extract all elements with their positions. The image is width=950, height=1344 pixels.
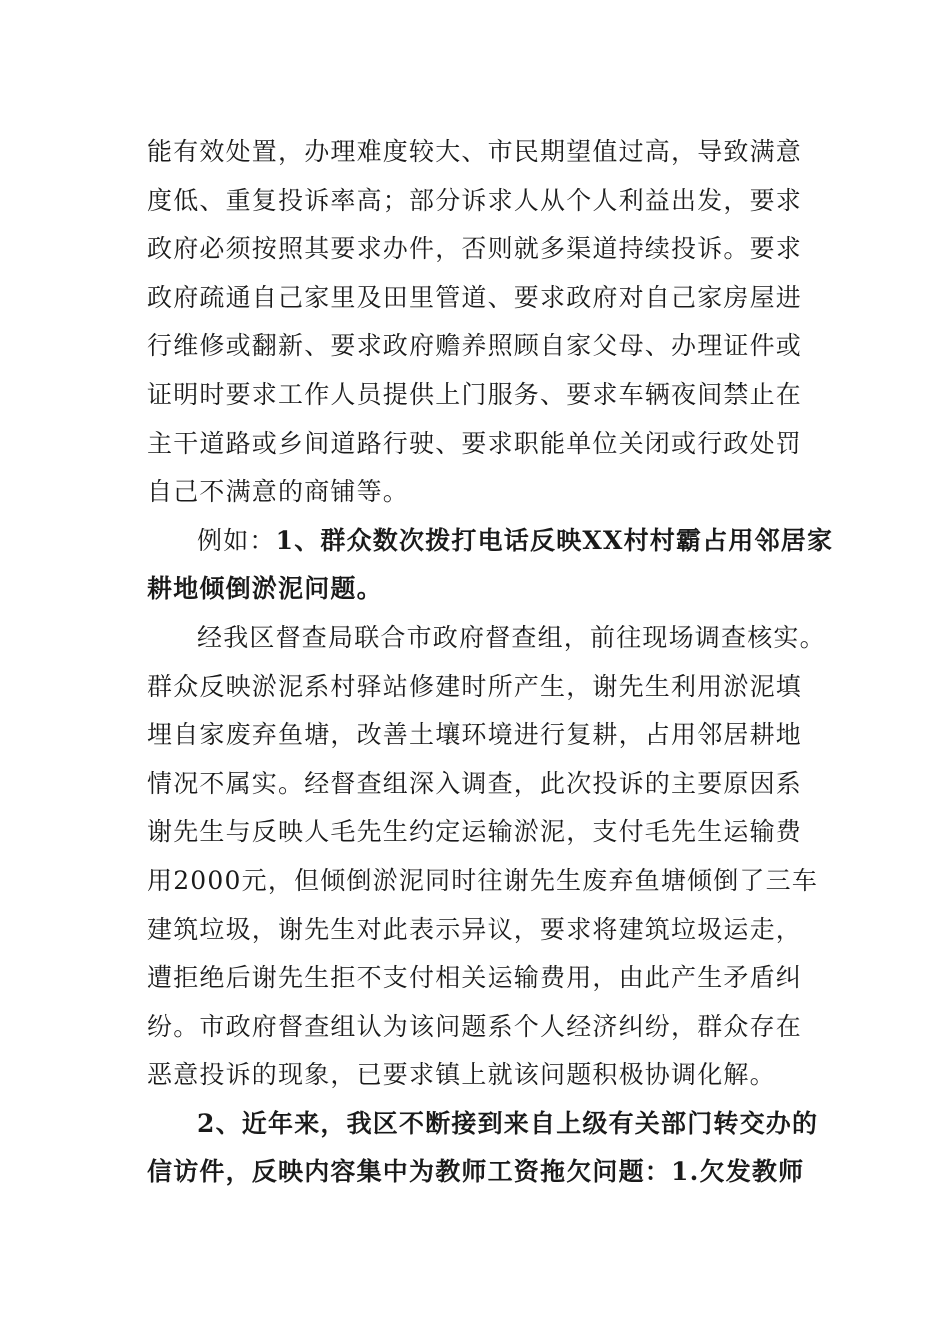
text-line [147, 517, 834, 566]
text-line: 2、近年来，我区不断接到来自上级有关部门转交办的 [197, 1108, 819, 1138]
text-line: 行维修或翻新、要求政府赡养照顾自家父母、办理证件或 [147, 331, 803, 361]
paragraph-investigation [147, 614, 826, 1100]
example-1-title: 1、群众数次拨打电话反映XX村村霸占用邻居家 [275, 525, 834, 555]
text-line: 证明时要求工作人员提供上门服务、要求车辆夜间禁止在 [147, 379, 803, 409]
example-label: 例如： [197, 525, 276, 555]
text-line: 建筑垃圾，谢先生对此表示异议，要求将建筑垃圾运走， [147, 914, 803, 944]
text-line: 纷。市政府督查组认为该问题系个人经济纠纷，群众存在 [147, 1011, 803, 1041]
text-line: 政府疏通自己家里及田里管道、要求政府对自己家房屋进 [147, 282, 803, 312]
paragraph-complaints [147, 128, 807, 517]
text-line: 自己不满意的商铺等。 [147, 477, 410, 507]
document-body [147, 128, 834, 1197]
text-line: 经我区督查局联合市政府督查组，前往现场调查核实。 [197, 622, 826, 652]
text-line: 遭拒绝后谢先生拒不支付相关运输费用，由此产生矛盾纠 [147, 963, 803, 993]
text-line: 群众反映淤泥系村驿站修建时所产生，谢先生利用淤泥填 [147, 671, 803, 701]
text-line: 谢先生与反映人毛先生约定运输淤泥，支付毛先生运输费 [147, 817, 803, 847]
example-1-heading [147, 517, 834, 614]
text-line: 恶意投诉的现象，已要求镇上就该问题积极协调化解。 [147, 1060, 776, 1090]
text-line: 用2000元，但倾倒淤泥同时往谢先生废弃鱼塘倾倒了三车 [147, 865, 819, 895]
text-line: 政府必须按照其要求办件，否则就多渠道持续投诉。要求 [147, 234, 803, 264]
text-line: 度低、重复投诉率高；部分诉求人从个人利益出发，要求 [147, 185, 803, 215]
text-line: 主干道路或乡间道路行驶、要求职能单位关闭或行政处罚 [147, 428, 803, 458]
text-line: 信访件，反映内容集中为教师工资拖欠问题：1.欠发教师 [147, 1157, 805, 1187]
text-line: 埋自家废弃鱼塘，改善土壤环境进行复耕，占用邻居耕地 [147, 720, 803, 750]
text-line: 情况不属实。经督查组深入调查，此次投诉的主要原因系 [147, 768, 803, 798]
text-line: 能有效处置，办理难度较大、市民期望值过高，导致满意 [147, 137, 803, 166]
text-line: 耕地倾倒淤泥问题。 [147, 574, 383, 604]
example-2-heading [147, 1100, 819, 1197]
